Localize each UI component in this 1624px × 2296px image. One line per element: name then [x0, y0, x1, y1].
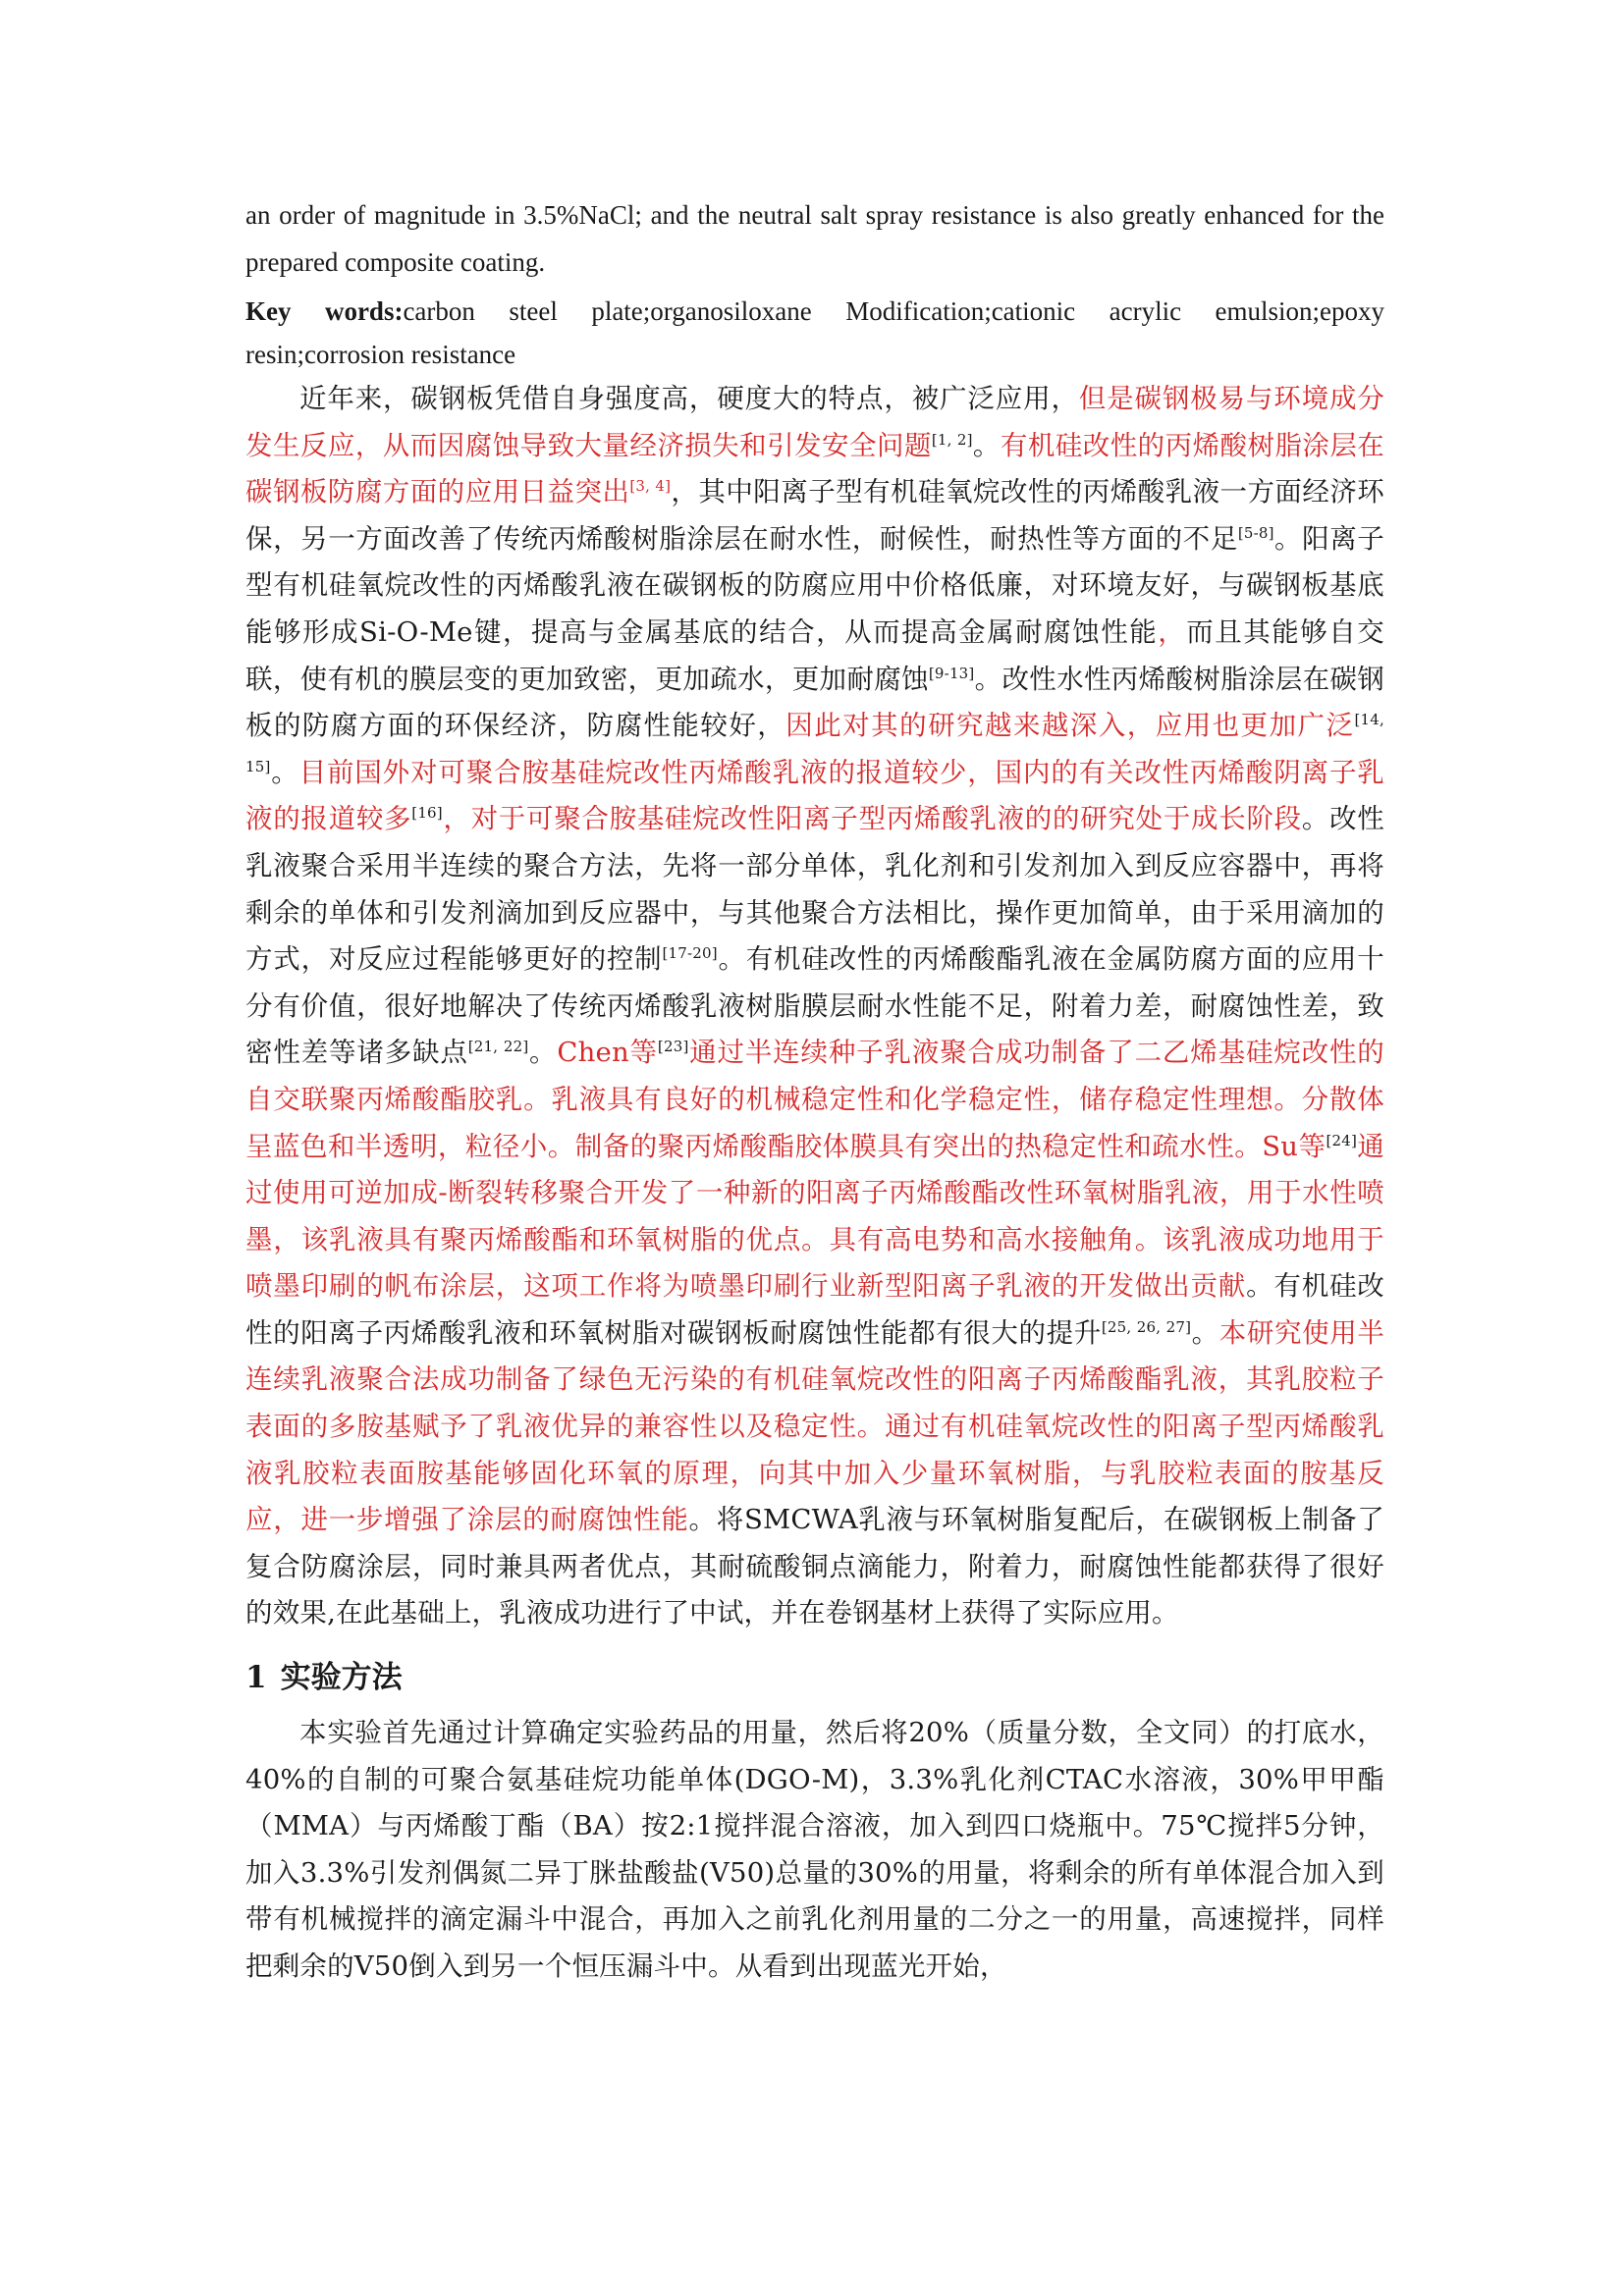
intro-text: 。 — [1191, 1316, 1219, 1349]
intro-highlight: 因此对其的研究越来越深入，应用也更加广泛 — [785, 710, 1355, 742]
intro-highlight: ，对于可聚合胺基硅烷改性阳离子型丙烯酸乳液的的研究处于成长阶段 — [442, 803, 1302, 835]
citation: [16] — [411, 804, 443, 823]
citation: [25, 26, 27] — [1101, 1317, 1192, 1336]
citation: [21, 22] — [467, 1038, 529, 1056]
citation: [3, 4] — [629, 477, 672, 496]
intro-highlight: 通过使用可逆加成-断裂转移聚合开发了一种新的阳离子丙烯酸酯改性环氧树脂乳液，用于水性喷墨，该乳液具有聚丙烯酸酯和环氧树脂的优点。具有高电势和高水接触角。该乳液成功地用于喷墨印刷的帆布涂层，这项工作将为喷墨印刷行业新型阳离子乳液的开发做出贡献 — [245, 1130, 1385, 1303]
intro-text: 。有机硅改性的阳离子丙烯酸乳液和环氧树脂对碳钢板耐腐蚀性能都有很大的提升 — [245, 1270, 1385, 1349]
intro-highlight: 通过半连续种子乳液聚合成功制备了二乙烯基硅烷改性的自交联聚丙烯酸酯胶乳。乳液具有良好的机械稳定性和化学稳定性，储存稳定性理想。分散体呈蓝色和半透明，粒径小。制备的聚丙烯酸酯胶体膜具有突出的热稳定性和疏水性。Su等 — [245, 1037, 1385, 1162]
intro-highlight: Chen等 — [557, 1037, 658, 1069]
method-paragraph: 本实验首先通过计算确定实验药品的用量，然后将20%（质量分数，全文同）的打底水，40%的自制的可聚合氨基硅烷功能单体(DGO-M)，3.3%乳化剂CTAC水溶液，30%甲甲酯（MMA）与丙烯酸丁酯（BA）按2:1搅拌混合溶液，加入到四口烧瓶中。75℃搅拌5分钟，加入3.3%引发剂偶氮二异丁脒盐酸盐(V50)总量的30%的用量，将剩余的所有单体混合加入到带有机械搅拌的滴定漏斗中混合，再加入之前乳化剂用量的二分之一的用量，高速搅拌，同样把剩余的V50倒入到另一个恒压漏斗中。从看到出现蓝光开始， — [245, 1717, 1384, 1982]
intro-text: 。有机硅改性的丙烯酸酯乳液在金属防腐方面的应用十分有价值，很好地解决了传统丙烯酸乳液树脂膜层耐水性能不足，附着力差，耐腐蚀性差，致密性差等诸多缺点 — [245, 943, 1384, 1069]
intro-text: 近年来，碳钢板凭借自身强度高，硬度大的特点，被广泛应用， — [299, 383, 1079, 414]
intro-text: 。阳离子型有机硅氧烷改性的丙烯酸乳液在碳钢板的防腐应用中价格低廉，对环境友好，与碳钢板基底能够形成Si-O-Me键，提高与金属基底的结合，从而提高金属耐腐蚀性能 — [245, 522, 1384, 648]
keywords-text: carbon steel plate;organosiloxane Modification;cationic acrylic emulsion;epoxy resin;corrosion resistance — [245, 296, 1385, 369]
citation: [1, 2] — [931, 430, 973, 449]
page-body — [245, 191, 1384, 1991]
intro-text: ，其中阳离子型有机硅氧烷改性的丙烯酸乳液一方面经济环保，另一方面改善了传统丙烯酸树脂涂层在耐水性，耐候性，耐热性等方面的不足 — [245, 476, 1384, 555]
abstract-continuation: an order of magnitude in 3.5%NaCl; and the neutral salt spray resistance is also greatly enhanced for the prepared composite coating. — [245, 200, 1384, 277]
citation: [17-20] — [662, 943, 718, 962]
intro-text: 。改性乳液聚合采用半连续的聚合方法，先将一部分单体，乳化剂和引发剂加入到反应容器中，再将剩余的单体和引发剂滴加到反应器中，与其他聚合方法相比，操作更加简单，由于采用滴加的方式，对反应过程能够更好的控制 — [245, 803, 1384, 976]
intro-highlight: ， — [1158, 615, 1187, 648]
citation: [9-13] — [928, 664, 975, 682]
citation: [23] — [657, 1038, 689, 1056]
section-number: 1 — [245, 1660, 267, 1696]
intro-text: 。 — [972, 429, 1001, 461]
intro-highlight: 但是碳钢极易与环境成分发生反应，从而因腐蚀导致大量经济损失和引发安全问题 — [245, 383, 1384, 461]
intro-text: 。 — [270, 756, 299, 788]
intro-paragraph — [245, 376, 1384, 1637]
intro-highlight: 目前国外对可聚合胺基硅烷改性丙烯酸乳液的报道较少，国内的有关改性丙烯酸阴离子乳液的报道较多 — [245, 756, 1385, 835]
intro-highlight: 本研究使用半连续乳液聚合法成功制备了绿色无污染的有机硅氧烷改性的阳离子丙烯酸酯乳液，其乳胶粒子表面的多胺基赋予了乳液优异的兼容性以及稳定性。通过有机硅氧烷改性的阳离子型丙烯酸乳液乳胶粒表面胺基能够固化环氧的原理，向其中加入少量环氧树脂，与乳胶粒表面的胺基反应，进一步增强了涂层的耐腐蚀性能 — [245, 1316, 1385, 1536]
intro-highlight: 有机硅改性的丙烯酸树脂涂层在碳钢板防腐方面的应用日益突出 — [245, 429, 1385, 508]
intro-text: 。将SMCWA乳液与环氧树脂复配后，在碳钢板上制备了复合防腐涂层，同时兼具两者优点，其耐硫酸铜点滴能力，附着力，耐腐蚀性能都获得了很好的效果,在此基础上，乳液成功进行了中试，并在卷钢基材上获得了实际应用。 — [245, 1504, 1384, 1629]
citation: [24] — [1326, 1131, 1358, 1149]
citation: [14, 15] — [245, 711, 1384, 775]
intro-text: 。 — [528, 1037, 558, 1069]
section-heading — [245, 1653, 1384, 1702]
keywords-line — [245, 290, 1384, 376]
section-title: 实验方法 — [280, 1660, 403, 1696]
intro-text: 而且其能够自交联，使有机的膜层变的更加致密，更加疏水，更加耐腐蚀 — [245, 615, 1384, 695]
citation: [5-8] — [1237, 523, 1274, 542]
keywords-label: Key words: — [245, 296, 404, 326]
intro-text: 。改性水性丙烯酸树脂涂层在碳钢板的防腐方面的环保经济，防腐性能较好， — [245, 663, 1385, 742]
